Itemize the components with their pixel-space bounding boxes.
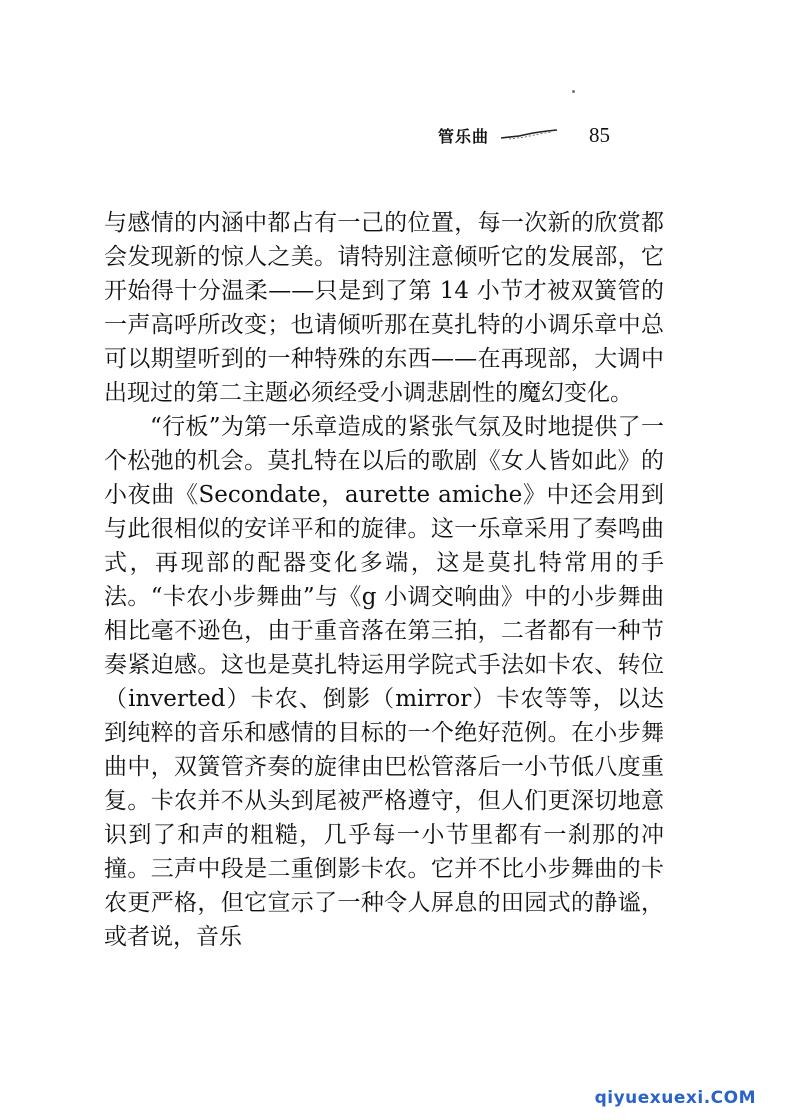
ornament-icon bbox=[499, 129, 559, 141]
page-number: 85 bbox=[589, 122, 611, 147]
paragraph-andante: “行板”为第一乐章造成的紧张气氛及时地提供了一个松弛的机会。莫扎特在以后的歌剧《女人皆如此》的小夜曲《Secondate，aurette amiche》中还会用到与此很相似的安详平和的旋律。这一乐章采用了奏鸣曲式，再现部的配器变化多端，这是莫扎特常用的手法。“卡农小步舞曲”与《g 小调交响曲》中的小步舞曲相比毫不逊色，由于重音落在第三拍，二者都有一种节奏紧迫感。这也是莫扎特运用学院式手法如卡农、转位（inverted）卡农、倒影（mirror）卡农等等，以达到纯粹的音乐和感情的目标的一个绝好范例。在小步舞曲中，双簧管齐奏的旋律由巴松管落后一小节低八度重复。卡农并不从头到尾被严格遵守，但人们更深切地意识到了和声的粗糙，几乎每一小节里都有一刹那的冲撞。三声中段是二重倒影卡农。它并不比小步舞曲的卡农更严格，但它宣示了一种令人屏息的田园式的静谧，或者说，音乐 bbox=[104, 414, 664, 950]
chapter-title: 管乐曲 bbox=[438, 126, 490, 146]
body-text bbox=[104, 206, 664, 954]
paragraph-continuation: 与感情的内涵中都占有一己的位置，每一次新的欣赏都会发现新的惊人之美。请特别注意倾听它的发展部，它开始得十分温柔——只是到了第 14 小节才被双簧管的一声高呼所改变；也请倾听那在莫扎特的小调乐章中总可以期望听到的一种特殊的东西——在再现部，大调中出现过的第二主题必须经受小调悲剧性的魔幻变化。 bbox=[104, 210, 664, 406]
site-watermark: qiyuexuexi.COM bbox=[594, 1088, 756, 1108]
print-speck bbox=[572, 90, 575, 93]
running-header bbox=[438, 120, 610, 150]
